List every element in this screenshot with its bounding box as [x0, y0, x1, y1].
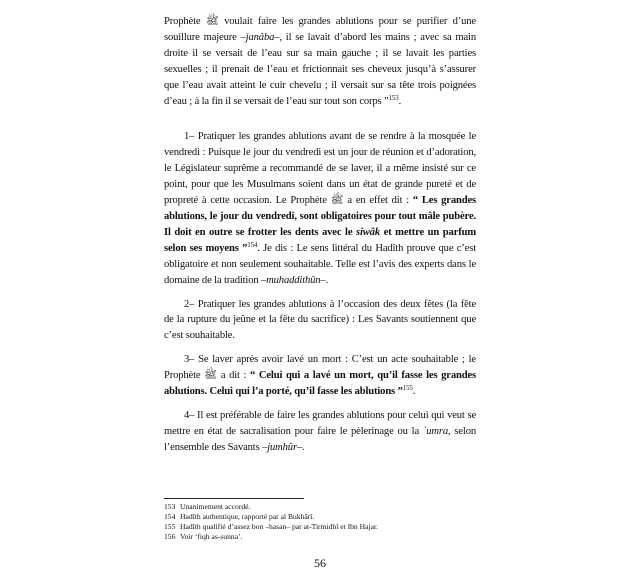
footnote-ref-155: 155 — [402, 384, 413, 393]
term-muhaddithun: –muhaddithûn– — [261, 274, 326, 286]
paragraph-3: 3– Se laver après avoir lavé un mort : C’est un acte souhaitable ; le Prophète ﷺ a dit : “ Celui qui a lavé un mort, qu’il fasse les grandes ablutions. Celui qui l’a porté, qu’il fasse les ablutions ”$^{155}$. — [164, 354, 476, 398]
hadith-quote-1: “ Les grandes ablutions, le jour du vendredi, sont obligatoires pour tout mâle pubère. Il doit en outre se frotter les dents avec le siwâk et mettre un parfum selon ses moyens ” — [164, 195, 476, 254]
paragraph-continued: Prophète ﷺ voulait faire les grandes ablutions pour se purifier d’une souillure majeure –janâba–, il se lavait d’abord les mains ; avec sa main droite il se versait de l’eau sur sa main gauche ; il se lavait les parties sexuelles ; il prenait de l’eau et frictionnait ses cheveux jusqu’à s’assurer que l’eau avait atteint le cuir chevelu ; il versait sur sa tête trois poignées d’eau ; à la fin il se versait de l’eau sur tout son corps ”$^{153}$. — [164, 16, 476, 107]
paragraph-4: 4– Il est préférable de faire les grandes ablutions pour celui qui veut se mettre en état de sacralisation pour faire le pèlerinage ou la `umra, selon l’ensemble des Savants –jumhûr–. — [164, 409, 477, 453]
term-janaba: –janâba– — [240, 31, 280, 43]
body-text — [164, 14, 476, 456]
footnote-ref-153: 153 — [388, 93, 399, 102]
page-number: 56 — [314, 556, 326, 570]
paragraph-2: 2– Pratiquer les grandes ablutions à l’occasion des deux fêtes (la fête de la rupture du jeûne et la fête du sacrifice) : Les Savants soutiennent que c’est souhaitable. — [164, 298, 476, 342]
hadith-quote-2: “ Celui qui a lavé un mort, qu’il fasse les grandes ablutions. Celui qui l’a porté, qu’il fasse les ablutions ” — [164, 370, 476, 398]
paragraph-1: 1– Pratiquer les grandes ablutions avant de se rendre à la mosquée le vendredi : Puisque le jour du vendredi est un jour de réunion et d’adoration, le Législateur suprême a recommandé de se laver, il a même insisté sur ce point, pour que les Musulmans soient dans un état de grande pureté et de propreté à cette occasion. Le Prophète ﷺ a en effet dit : “ Les grandes ablutions, le jour du vendredi, sont obligatoires pour tout mâle pubère. Il doit en outre se frotter les dents avec le siwâk et mettre un parfum selon ses moyens ”$^{154}$. Je dis : Le sens littéral du Hadîth prouve que c’est obligatoire et non seulement souhaitable. Telle est l’avis des experts dans le domaine de la tradition –muhaddithûn–. — [164, 131, 476, 286]
footnote-ref-154: 154 — [247, 240, 258, 249]
footnote-divider — [164, 498, 304, 499]
footnote-154: 154 Hadîth authentique, rapporté par al Bukhârî. — [164, 512, 315, 521]
footnote-153: 153 Unanimement accordé. — [164, 502, 251, 511]
term-jumhur: –jumhûr– — [262, 441, 303, 453]
footnotes — [164, 502, 476, 542]
footnote-156: 156 Voir ‘fiqh as-sunna’. — [164, 532, 243, 541]
term-umra: `umra — [422, 425, 449, 437]
footnote-155: 155 Hadîth qualifié d’assez bon –hasan– par at-Tirmidhî et Ibn Hajar. — [164, 522, 378, 531]
